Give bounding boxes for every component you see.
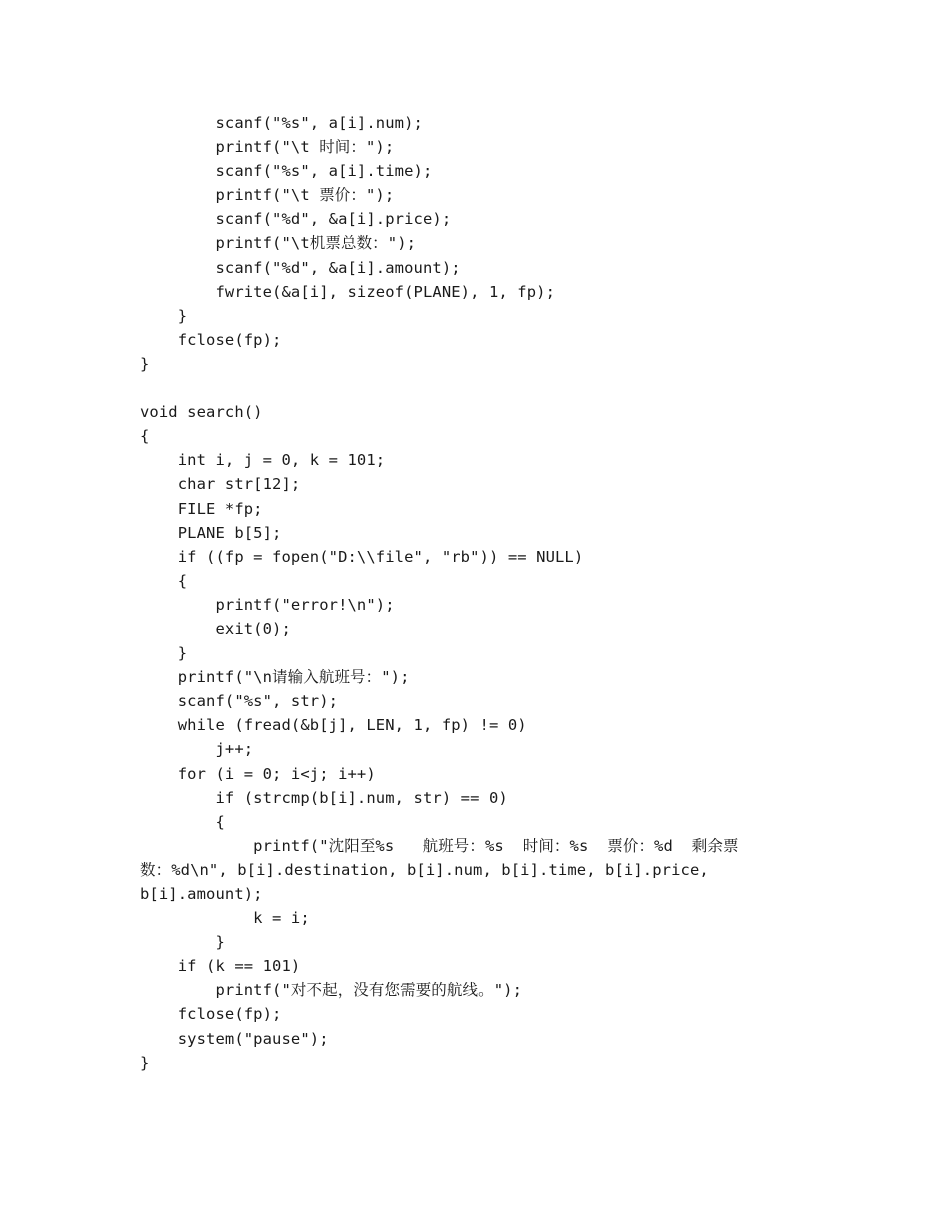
code-line: b[i].amount); [140,885,263,903]
code-line: printf("沈阳至%s 航班号：%s 时间：%s 票价：%d 剩余票 [140,836,739,855]
code-line: } [140,306,188,325]
code-line: if (k == 101) [140,957,301,976]
code-line: for (i = 0; i<j; i++) [140,764,376,783]
code-line: if (strcmp(b[i].num, str) == 0) [140,788,508,807]
code-line: 数：%d\n", b[i].destination, b[i].num, b[i].time, b[i].price, [140,860,709,879]
code-line: scanf("%d", &a[i].price); [140,210,452,229]
code-line: fclose(fp); [140,330,282,349]
code-line: fclose(fp); [140,1005,282,1024]
code-line: printf("对不起，没有您需要的航线。"); [140,981,523,1000]
code-line: k = i; [140,909,310,928]
code-line: { [140,571,188,590]
code-line: system("pause"); [140,1029,329,1048]
code-line: } [140,644,188,663]
code-line: printf("\n请输入航班号："); [140,668,410,687]
code-line: { [140,427,150,446]
code-line: int i, j = 0, k = 101; [140,451,386,470]
code-line: fwrite(&a[i], sizeof(PLANE), 1, fp); [140,282,555,301]
code-line: printf("error!\n"); [140,595,395,614]
code-line: printf("\t 票价："); [140,186,395,205]
code-line: while (fread(&b[j], LEN, 1, fp) != 0) [140,716,527,735]
code-line: exit(0); [140,619,291,638]
code-line: } [140,354,150,373]
code-line: { [140,812,225,831]
code-line: void search() [140,403,263,422]
code-line: if ((fp = fopen("D:\\file", "rb")) == NULL) [140,547,584,566]
code-line: printf("\t 时间："); [140,138,395,157]
code-line: j++; [140,740,254,759]
code-line: FILE *fp; [140,499,263,518]
code-line: scanf("%s", a[i].time); [140,162,433,181]
code-line: scanf("%s", a[i].num); [140,114,423,132]
code-block [140,111,820,1075]
code-line: scanf("%s", str); [140,692,339,711]
code-line: PLANE b[5]; [140,523,282,542]
code-line: } [140,1053,150,1072]
code-line: char str[12]; [140,475,301,494]
code-line: printf("\t机票总数："); [140,234,417,253]
code-line [140,376,820,400]
code-line: scanf("%d", &a[i].amount); [140,258,461,277]
code-line: } [140,933,225,952]
